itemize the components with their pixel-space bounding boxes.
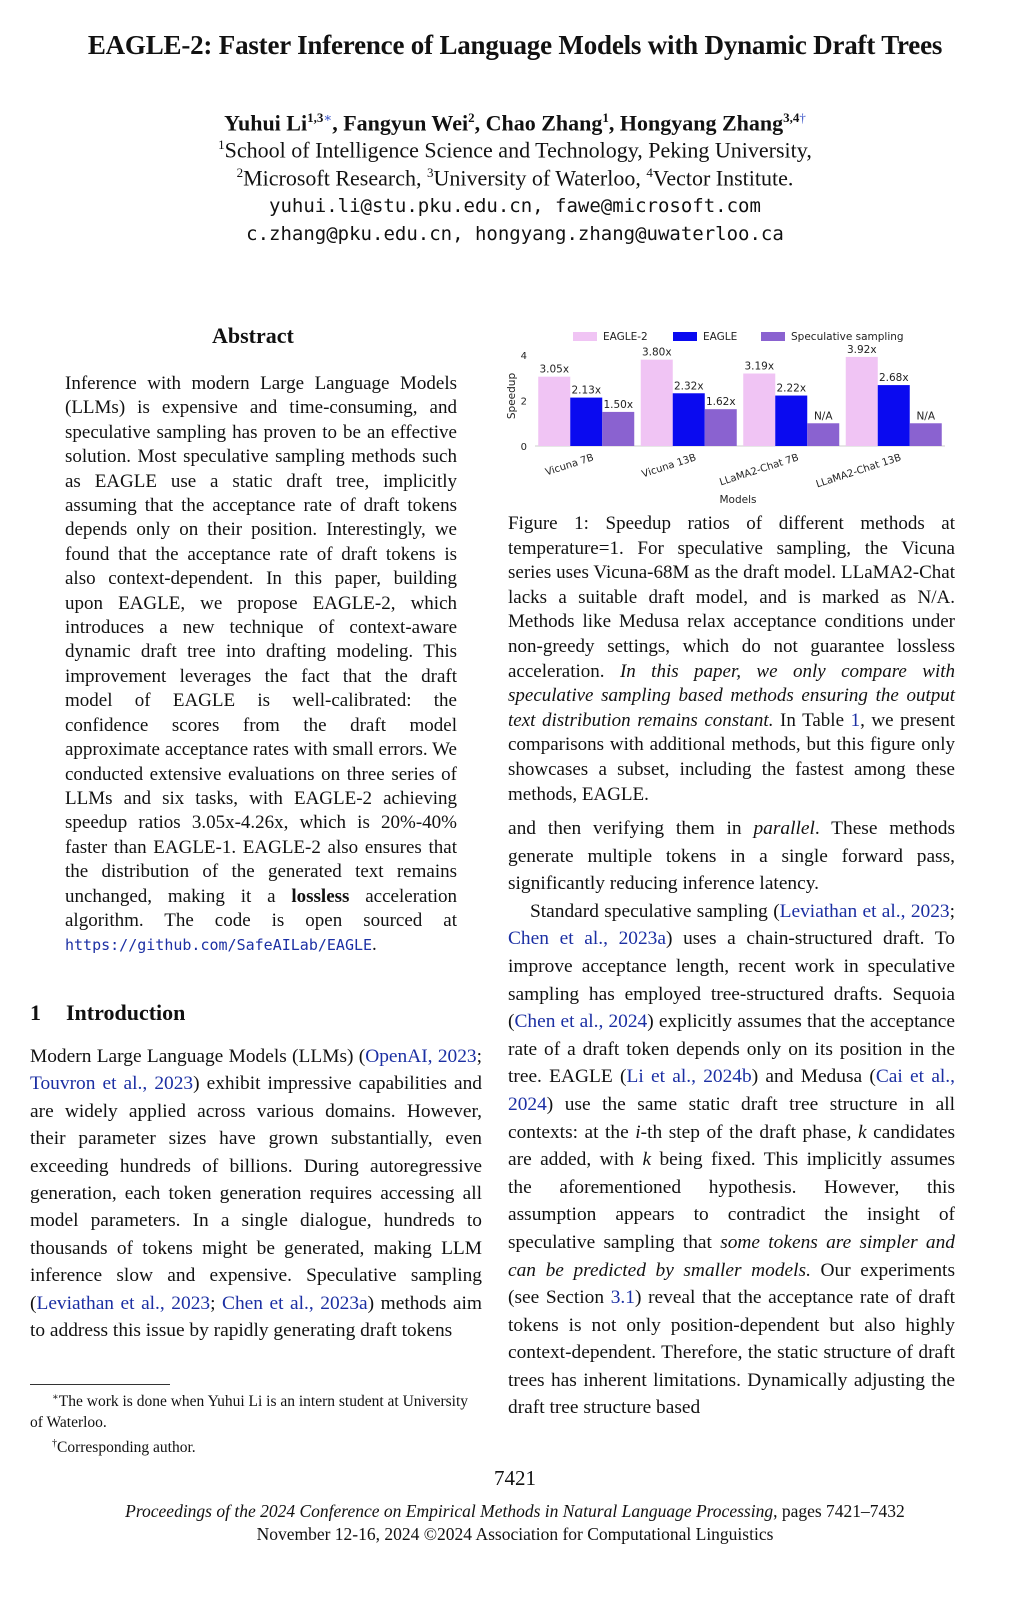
paragraph-text: ; [210,1292,223,1314]
author-name: Chao Zhang [485,110,603,136]
bar [743,374,775,447]
abstract-text: Inference with modern Large Language Models (LLMs) is expensive and time-consuming, and speculative sampling has proven to be an effective solution. Most speculative sampling methods such as EAGLE use a static draft tree, implicitly assuming that the acceptance rate of draft tokens depends only on their position. Interestingly, we found that the acceptance rate of draft tokens is also context-dependent. In this paper, building upon EAGLE, we propose EAGLE-2, which introduces a new technique of context-aware dynamic draft tree into drafting modeling. This improvement leverages the fact that the draft model of EAGLE is well-calibrated: the confidence scores from the draft model approximate acceptance rates with small errors. We conducted extensive evaluations on three series of LLMs and six tasks, with EAGLE-2 achieving speedup ratios 3.05x-4.26x, which is 20%-40% faster than EAGLE-1. EAGLE-2 also ensures that the distribution of the generated text remains unchanged, making it a [65,373,457,907]
abstract-text: . [372,934,377,956]
bar-value-label: N/A [916,410,936,423]
venue-name: Proceedings of the 2024 Conference on Empirical Methods in Natural Language Processing [125,1501,774,1521]
x-tick-label: LLaMA2-Chat 7B [718,452,801,489]
footnote-text: Corresponding author. [57,1439,196,1457]
affiliation-text: Vector Institute. [652,165,794,191]
paragraph-text: Our experiments (see Section [508,1259,955,1309]
citation-link[interactable]: Chen et al., 2024 [514,1011,648,1033]
affil-sup: 4 [646,165,653,180]
footnote-text: The work is done when Yuhui Li is an intern student at University of Waterloo. [30,1393,469,1432]
citation-link[interactable]: 3.1 [610,1287,635,1309]
conference-date-copyright: November 12-16, 2024 ©2024 Association for Computational Linguistics [256,1524,774,1544]
paragraph-text: ) and Medusa ( [751,1066,876,1088]
body-paragraph [508,815,955,898]
footnotes [30,1387,482,1458]
bar [538,377,570,446]
x-tick-label: Vicuna 13B [640,452,698,481]
legend-label: EAGLE-2 [603,331,648,343]
bar [705,409,737,446]
body-paragraph [508,898,955,1422]
page-number: 7421 [494,1466,536,1490]
author-affil-sup: 1,3 [307,110,324,125]
bar-value-label: 3.19x [744,360,775,373]
right-column-text [508,815,955,1422]
speedup-bar-chart [505,324,960,512]
citation-link[interactable]: Chen et al., 2023a [222,1292,368,1314]
paragraph-text: being fixed. This implicitly assumes the aforementioned hypothesis. However, this assumption appears to contradict the insight of speculative sampling that [508,1149,955,1253]
citation-link[interactable]: Li et al., 2024b [626,1066,752,1088]
citation-link[interactable]: Leviathan et al., 2023 [779,900,950,922]
bar-value-label: 2.68x [878,372,909,385]
bar-value-label: 1.62x [705,396,736,409]
affiliation-text: University of Waterloo, [433,165,647,191]
bar-value-label: 2.22x [776,382,807,395]
paragraph-text: Modern Large Language Models (LLMs) ( [30,1046,366,1067]
citation-link[interactable]: Leviathan et al., 2023 [36,1292,211,1314]
footnote-rule [30,1384,170,1385]
emphasis-text: parallel [753,818,815,839]
section-title: Introduction [66,1000,186,1025]
paragraph-text: candidates are added, with [508,1121,955,1171]
caption-italic: In this paper, we only compare with speculative sampling based methods ensuring the output text distribution remains constant. [508,660,956,731]
emphasis-text: some tokens are simpler and can be predicted by smaller models. [508,1231,956,1281]
author-affil-sup: 2 [468,110,475,125]
figure-1-chart [505,324,960,512]
bar-value-label: 2.32x [673,380,704,393]
legend-label: EAGLE [703,331,738,343]
author-name: Hongyang Zhang [619,110,784,136]
proceedings-footer [0,1500,1030,1546]
paragraph-text: Standard speculative sampling ( [530,900,780,922]
affiliation-text: Microsoft Research, [243,165,427,191]
author-name: Yuhui Li [224,110,308,136]
bar-value-label: N/A [813,410,833,423]
affiliation-text: School of Intelligence Science and Technology, Peking University, [224,137,812,163]
caption-text: Figure 1: Speedup ratios of different methods at temperature=1. For speculative sampling, the Vicuna series uses Vicuna-68M as the draft model. LLaMA2-Chat lacks a suitable draft model, and is marked as N/A. Methods like Medusa relax acceptance conditions under non-greedy settings, which do not guarantee lossless acceleration. [508,513,955,682]
y-axis-label: Speedup [506,372,518,420]
author-name: Fangyun Wei [343,110,469,136]
legend-swatch [673,332,697,341]
paragraph-text: ) uses a chain-structured draft. To improve acceptance length, recent work in speculative sampling has employed tree-structured drafts. Sequoia ( [508,928,956,1033]
citation-link[interactable]: Chen et al., 2023a [508,928,666,950]
affil-sup: 3 [426,165,434,180]
paragraph-text: ; [949,900,955,922]
affiliation-line-1 [0,137,1030,163]
caption-text: , we present comparisons with additional methods, but this figure only showcases a subset, including the fastest among these methods, EAGLE. [508,709,955,805]
author-footnote-mark[interactable]: † [799,110,806,125]
table-ref-link[interactable]: 1 [850,709,861,731]
paragraph-text: ) use the same static draft tree structure in all contexts: at the [508,1093,955,1143]
caption-text: In Table [773,709,851,731]
emphasis-text: i [635,1121,641,1143]
bar [673,393,705,446]
author-affil-sup: 3,4 [783,110,800,125]
bar [878,385,910,446]
x-axis-label: Models [719,494,757,506]
footnote-2 [30,1433,482,1458]
emphasis-text: k [858,1121,867,1143]
page-range: , pages 7421–7432 [773,1501,905,1521]
affil-sup: 2 [236,165,244,180]
author-list: Yuhui $Li^{1,3∗}$, Fangyun Wei$^2$, Chao Zhang$^1$, Hongyang Zhang$^{3,4\dagger}$ [224,110,806,136]
y-tick-label: 2 [520,396,527,408]
bar-value-label: 3.05x [539,363,570,376]
email-line-2: c.zhang@pku.edu.cn, hongyang.zhang@uwaterloo.ca [246,223,784,245]
abstract-body [65,372,457,958]
section-heading [30,1000,185,1026]
bar-value-label: 3.80x [641,346,672,359]
bar [807,423,839,446]
citation-link[interactable]: OpenAI, 2023 [365,1046,477,1067]
paragraph-text: ) methods aim to address this issue by rapidly generating draft tokens [30,1292,482,1342]
bar-value-label: 1.50x [603,398,634,411]
author-footnote-mark[interactable]: ∗ [323,110,333,125]
bar [570,398,602,446]
code-link[interactable]: https://github.com/SafeAILab/EAGLE [65,936,373,955]
abstract-text: acceleration algorithm. The code is open sourced at [65,885,458,931]
legend-label: Speculative sampling [791,331,904,343]
figure-1-caption [508,512,955,807]
x-tick-label: Vicuna 7B [544,452,596,479]
bar-value-label: 3.92x [846,343,877,356]
bar-value-label: 2.13x [571,384,602,397]
intro-paragraph [30,1043,482,1344]
bar [910,423,942,446]
citation-link[interactable]: Touvron et al., 2023 [30,1073,194,1095]
email-line-1: yuhui.li@stu.pku.edu.cn, fawe@microsoft.com [269,195,761,217]
citation-link[interactable]: Cai et al., 2024 [508,1066,956,1115]
x-tick-label: LLaMA2-Chat 13B [814,452,903,491]
paragraph-text: -th step of the draft phase, [640,1121,859,1143]
bar [846,357,878,446]
bar [641,360,673,446]
paragraph-text: ; [476,1046,482,1067]
paragraph-text: ) reveal that the acceptance rate of draft tokens is not only position-dependent but also highly context-dependent. Therefore, the static structure of draft trees has inherent limitations. Dynamically adjusting the draft tree structure based [508,1287,955,1419]
author-affil-sup: 1 [602,110,609,125]
affiliation-line-2 [0,165,1030,191]
abstract-bold: lossless [291,885,350,907]
paragraph-text: . These methods generate multiple tokens in a single forward pass, significantly reducing inference latency. [508,818,955,895]
bar [775,396,807,446]
y-tick-label: 0 [520,442,527,453]
footnote-mark: † [52,1438,57,1450]
paragraph-text: and then verifying them in [508,818,754,839]
legend-swatch [573,332,597,341]
emphasis-text: k [642,1149,652,1171]
abstract-heading: Abstract [212,323,294,348]
paragraph-text: ) explicitly assumes that the acceptance rate of a draft token depends only on its position in the tree. EAGLE ( [508,1011,955,1088]
footnote-mark: ∗ [52,1392,59,1403]
y-tick-label: 4 [520,351,527,363]
footnote-1 [30,1387,482,1433]
paragraph-text: ) exhibit impressive capabilities and are widely applied across various domains. However, their parameter sizes have grown substantially, even exceeding hundreds of billions. During autoregressive generation, each token generation requires accessing all model parameters. In a single dialogue, hundreds to thousands of tokens might be generated, making LLM inference slow and expensive. Speculative sampling ( [30,1073,483,1314]
legend-swatch [761,332,785,341]
section-number: 1 [30,1000,41,1025]
bar [602,412,634,446]
affil-sup: 1 [218,137,225,152]
paper-title: EAGLE-2: Faster Inference of Language Models with Dynamic Draft Trees [87,30,943,60]
